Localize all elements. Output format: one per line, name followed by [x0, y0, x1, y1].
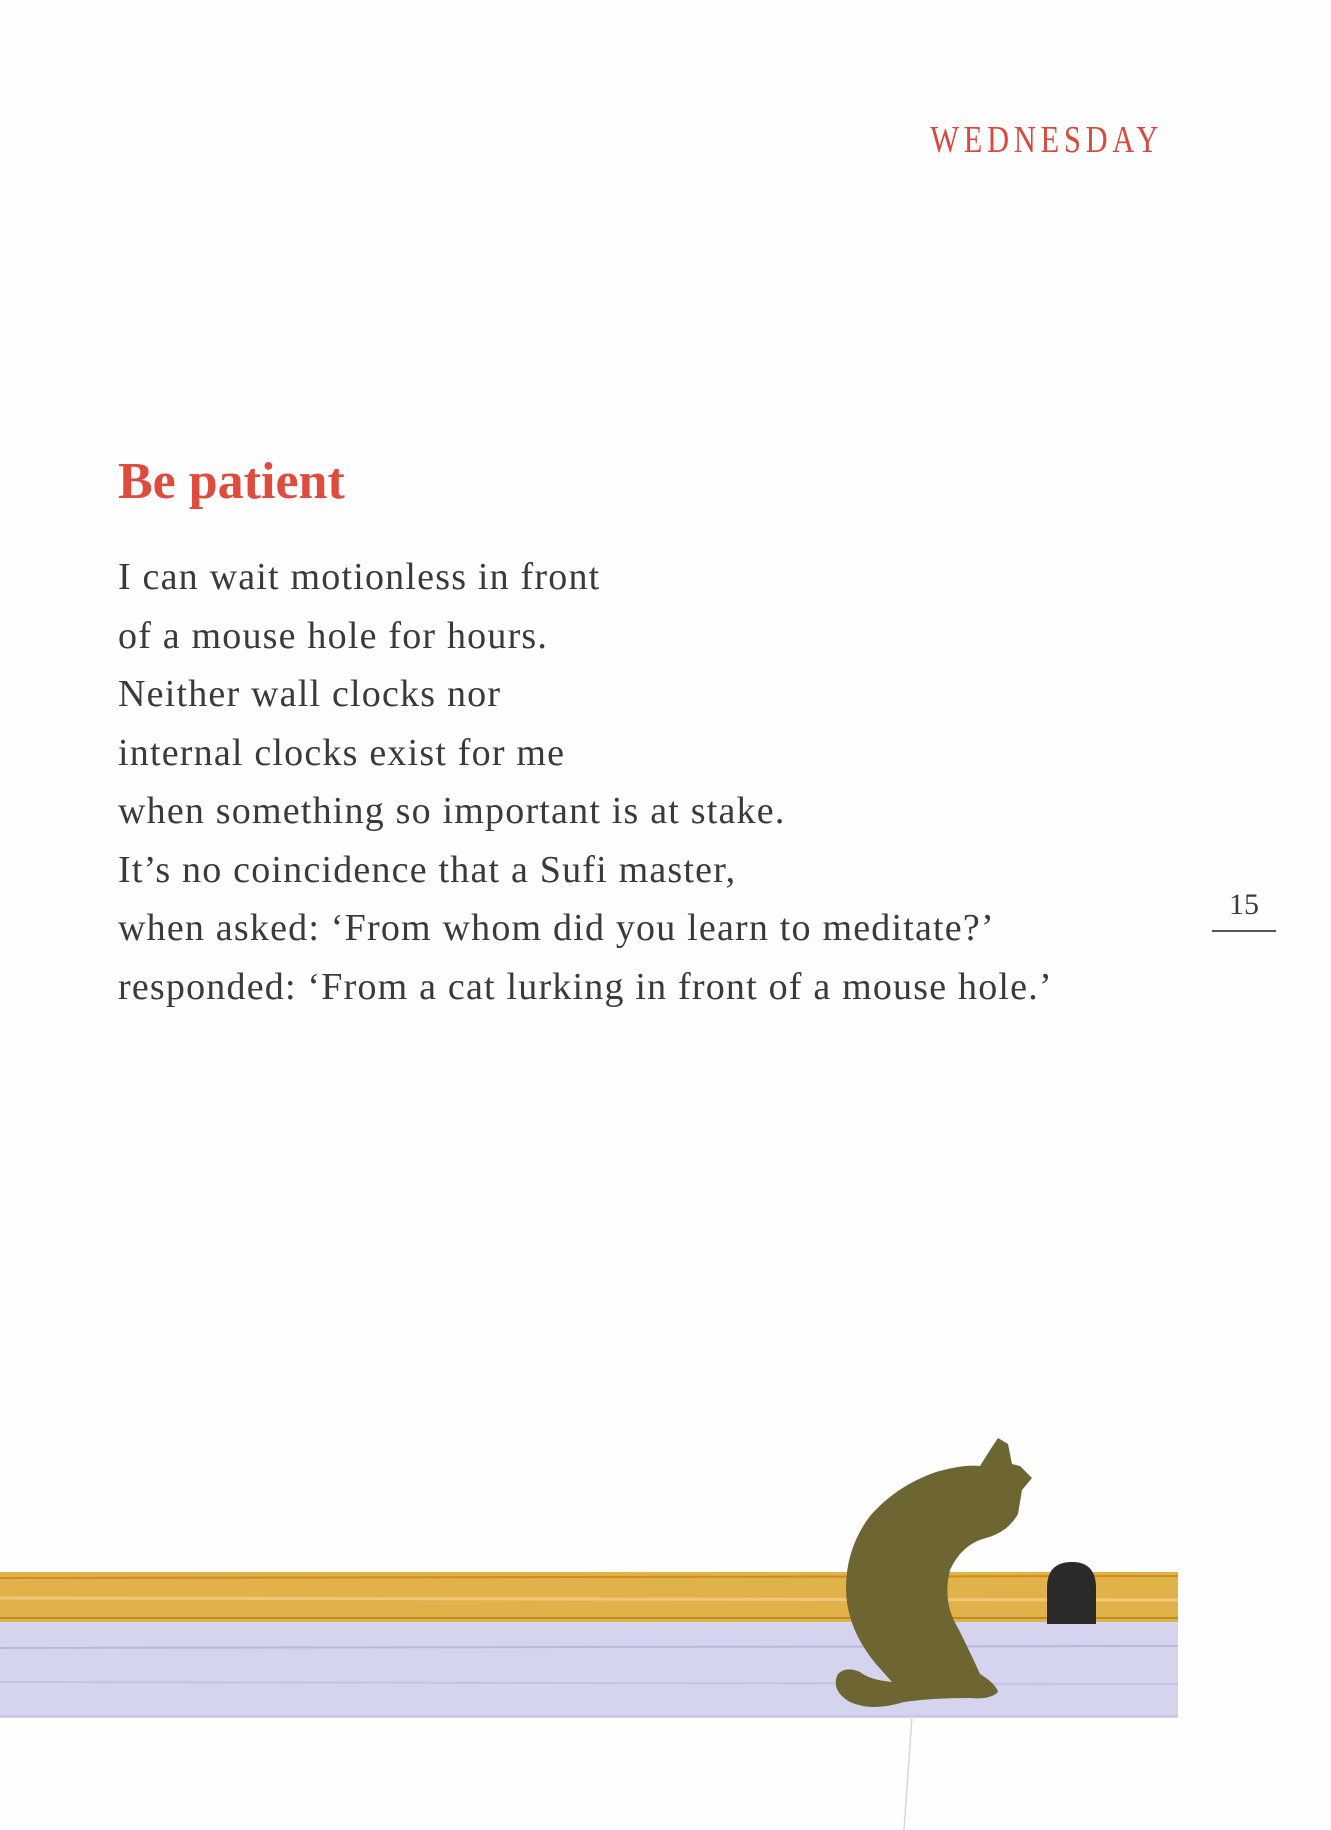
page-title: Be patient: [118, 453, 345, 510]
mouse-hole-icon: [1047, 1562, 1096, 1624]
poem-line: of a mouse hole for hours.: [118, 614, 549, 657]
poem-text: [118, 548, 1053, 1016]
cat-illustration: [0, 1420, 1180, 1830]
poem-line: It’s no coincidence that a Sufi master,: [118, 848, 737, 891]
page-number: 15: [1212, 888, 1276, 932]
poem-line: when asked: ‘From whom did you learn to meditate?’: [118, 907, 995, 949]
floor-band: [0, 1618, 1178, 1718]
poem-line: when something so important is at stake.: [118, 790, 786, 832]
poem-line: I can wait motionless in front: [118, 556, 601, 598]
running-head: WEDNESDAY: [930, 119, 1163, 161]
poem-line: internal clocks exist for me: [118, 731, 566, 774]
poem-line: responded: ‘From a cat lurking in front of a mouse hole.’: [118, 965, 1053, 1008]
poem-line: Neither wall clocks nor: [118, 673, 502, 715]
